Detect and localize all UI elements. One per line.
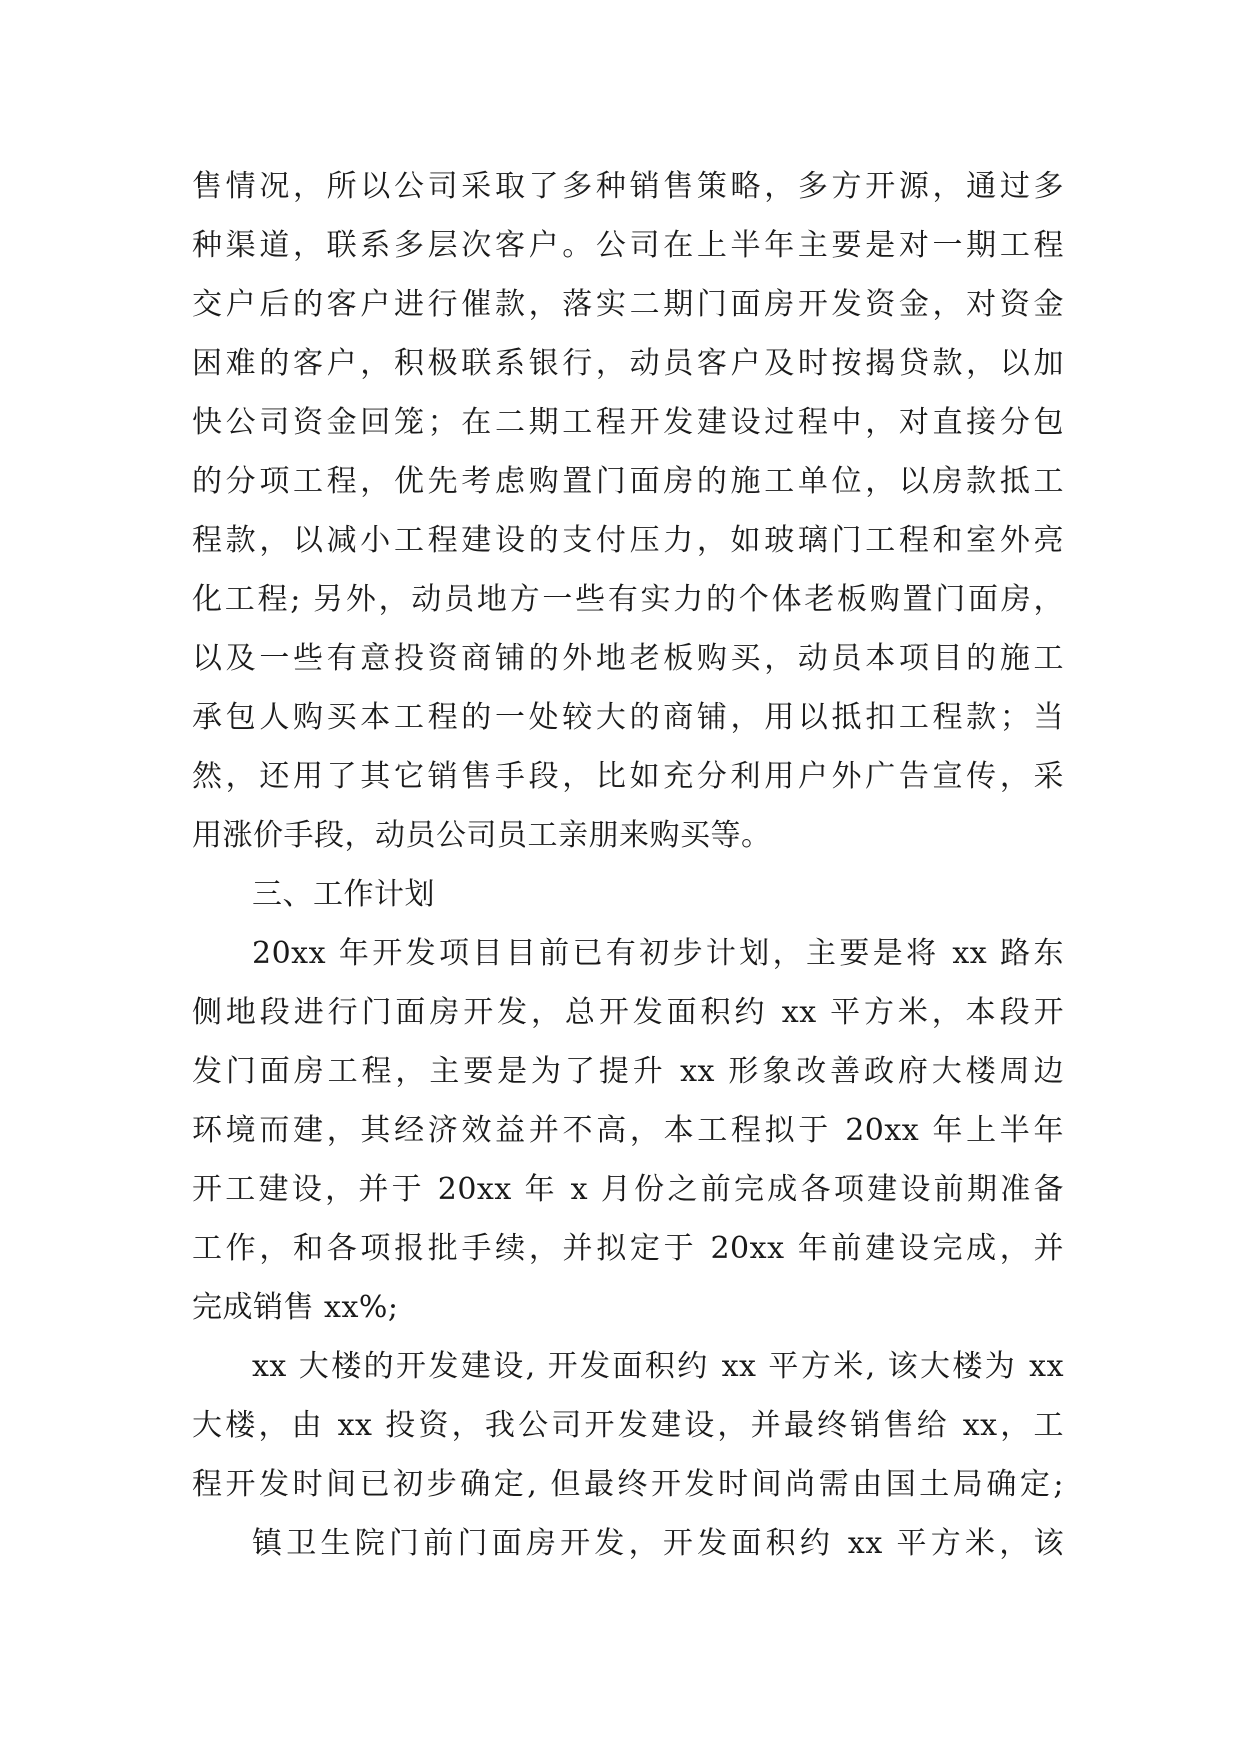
- text-line: xx 大楼的开发建设, 开发面积约 xx 平方米, 该大楼为 xx: [252, 1349, 1064, 1384]
- text-line: 的分项工程，优先考虑购置门面房的施工单位，以房款抵工: [192, 464, 1064, 499]
- text-line: 化工程; 另外，动员地方一些有实力的个体老板购置门面房，: [192, 582, 1064, 617]
- text-line: 困难的客户，积极联系银行，动员客户及时按揭贷款，以加: [192, 346, 1064, 381]
- text-line: 交户后的客户进行催款，落实二期门面房开发资金，对资金: [192, 287, 1064, 322]
- text-line: 环境而建，其经济效益并不高，本工程拟于 20xx 年上半年: [192, 1113, 1064, 1148]
- text-line: 发门面房工程，主要是为了提升 xx 形象改善政府大楼周边: [192, 1054, 1064, 1089]
- text-line: 侧地段进行门面房开发，总开发面积约 xx 平方米，本段开: [192, 995, 1064, 1030]
- document-body: [192, 157, 1064, 1573]
- text-line: 程款，以减小工程建设的支付压力，如玻璃门工程和室外亮: [192, 523, 1064, 558]
- text-line: 然，还用了其它销售手段，比如充分利用户外广告宣传，采: [192, 759, 1064, 794]
- text-line: 售情况，所以公司采取了多种销售策略，多方开源，通过多: [192, 169, 1064, 204]
- text-line: 以及一些有意投资商铺的外地老板购买，动员本项目的施工: [192, 641, 1064, 676]
- text-line: 承包人购买本工程的一处较大的商铺，用以抵扣工程款；当: [192, 700, 1064, 735]
- text-line: 开工建设，并于 20xx 年 x 月份之前完成各项建设前期准备: [192, 1172, 1064, 1207]
- text-line: 快公司资金回笼；在二期工程开发建设过程中，对直接分包: [192, 405, 1064, 440]
- text-line: 完成销售 xx%;: [192, 1290, 399, 1325]
- text-line: 镇卫生院门前门面房开发，开发面积约 xx 平方米，该: [252, 1526, 1064, 1561]
- text-line: 工作，和各项报批手续，并拟定于 20xx 年前建设完成，并: [192, 1231, 1064, 1266]
- text-line: 用涨价手段，动员公司员工亲朋来购买等。: [192, 818, 772, 853]
- text-line: 大楼，由 xx 投资，我公司开发建设，并最终销售给 xx，工: [192, 1408, 1064, 1443]
- text-line: 20xx 年开发项目目前已有初步计划，主要是将 xx 路东: [252, 936, 1064, 971]
- text-line: 三、工作计划: [252, 877, 435, 912]
- text-line: 种渠道，联系多层次客户。公司在上半年主要是对一期工程: [192, 228, 1064, 263]
- text-line: 程开发时间已初步确定, 但最终开发时间尚需由国土局确定;: [192, 1467, 1064, 1502]
